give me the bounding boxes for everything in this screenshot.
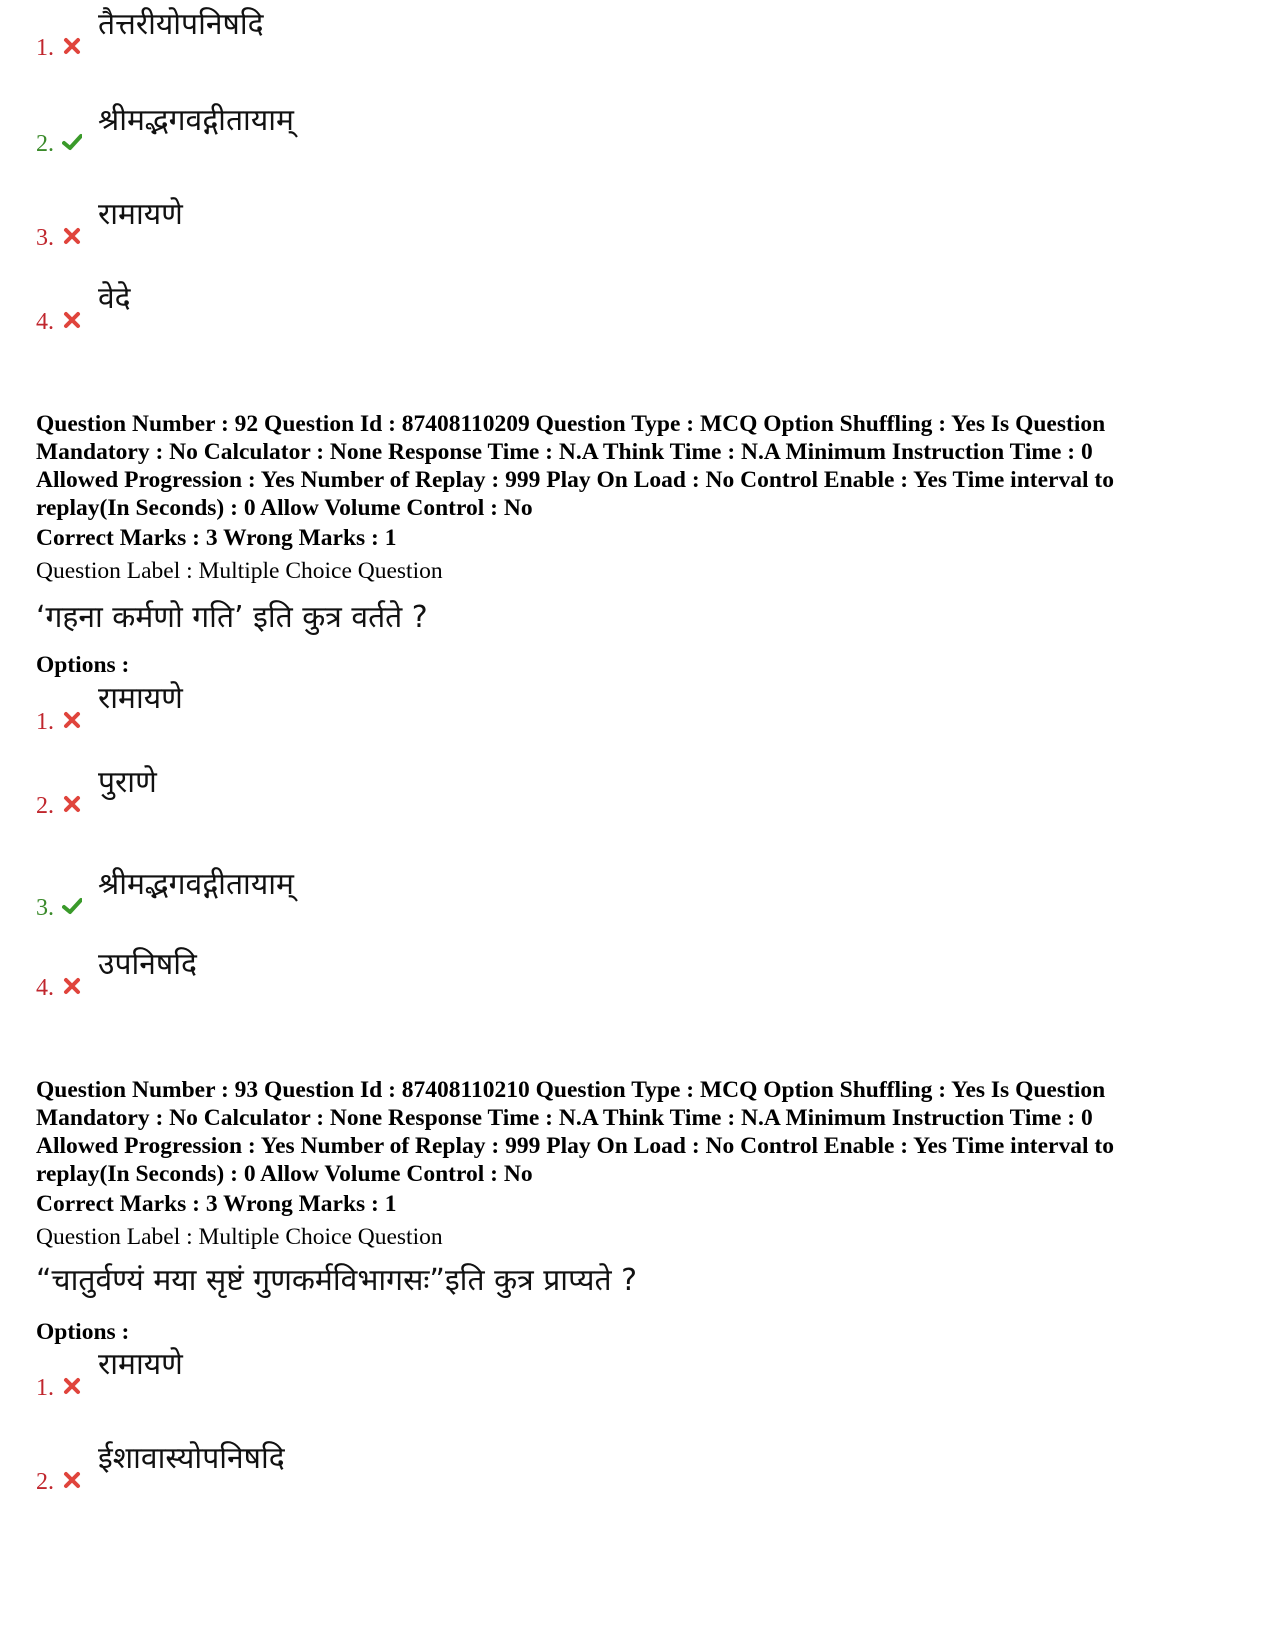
option-row [36, 674, 636, 734]
option-number: 1. [36, 709, 54, 735]
cross-icon [62, 976, 82, 996]
option-row [36, 758, 636, 818]
question-marks: Correct Marks : 3 Wrong Marks : 1 [36, 1191, 397, 1217]
option-row [36, 940, 636, 1000]
question-meta [36, 410, 1236, 522]
option-text: पुराणे [98, 765, 157, 800]
option-text: ईशावास्योपनिषदि [98, 1441, 285, 1476]
meta-line: Allowed Progression : Yes Number of Replay : 999 Play On Load : No Control Enable : Yes Time interval to [36, 1133, 1114, 1159]
cross-icon [62, 1470, 82, 1490]
cross-icon [62, 310, 82, 330]
question-marks: Correct Marks : 3 Wrong Marks : 1 [36, 525, 397, 551]
option-text: वेदे [98, 281, 131, 316]
option-text: श्रीमद्भगवद्गीतायाम् [98, 103, 294, 138]
option-number: 2. [36, 1469, 54, 1495]
option-number: 2. [36, 793, 54, 819]
meta-line: Allowed Progression : Yes Number of Replay : 999 Play On Load : No Control Enable : Yes Time interval to [36, 467, 1114, 493]
question-text: ‘गहना कर्मणो गति’ इति कुत्र वर्तते ? [36, 600, 428, 635]
option-text: रामायणे [98, 681, 183, 716]
option-row [36, 190, 636, 250]
meta-line: replay(In Seconds) : 0 Allow Volume Control : No [36, 1161, 533, 1187]
meta-line: Question Number : 93 Question Id : 87408110210 Question Type : MCQ Option Shuffling : Yes Is Question [36, 1077, 1106, 1103]
question-meta [36, 1076, 1236, 1188]
option-row [36, 96, 636, 156]
option-number: 3. [36, 225, 54, 251]
meta-line: replay(In Seconds) : 0 Allow Volume Control : No [36, 495, 533, 521]
check-icon [62, 132, 82, 152]
question-label: Question Label : Multiple Choice Question [36, 558, 443, 584]
cross-icon [62, 1376, 82, 1396]
meta-line: Mandatory : No Calculator : None Response Time : N.A Think Time : N.A Minimum Instruction Time : 0 [36, 439, 1093, 465]
option-number: 4. [36, 975, 54, 1001]
meta-line: Mandatory : No Calculator : None Response Time : N.A Think Time : N.A Minimum Instruction Time : 0 [36, 1105, 1093, 1131]
options-label: Options : [36, 652, 130, 678]
cross-icon [62, 36, 82, 56]
check-icon [62, 896, 82, 916]
option-text: तैत्तरीयोपनिषदि [98, 7, 264, 42]
option-number: 2. [36, 131, 54, 157]
option-number: 3. [36, 895, 54, 921]
option-number: 4. [36, 309, 54, 335]
cross-icon [62, 794, 82, 814]
option-text: रामायणे [98, 197, 183, 232]
question-text: “चातुर्वण्यं मया सृष्टं गुणकर्मविभागसः”इति कुत्र प्राप्यते ? [36, 1263, 638, 1298]
option-row [36, 0, 636, 60]
question-label: Question Label : Multiple Choice Question [36, 1224, 443, 1250]
option-text: उपनिषदि [98, 947, 197, 982]
options-label: Options : [36, 1319, 130, 1345]
option-number: 1. [36, 35, 54, 61]
option-row [36, 1340, 636, 1400]
meta-line: Question Number : 92 Question Id : 87408110209 Question Type : MCQ Option Shuffling : Yes Is Question [36, 411, 1106, 437]
option-text: श्रीमद्भगवद्गीतायाम् [98, 867, 294, 902]
option-text: रामायणे [98, 1347, 183, 1382]
option-row [36, 860, 636, 920]
option-row [36, 1434, 636, 1494]
option-number: 1. [36, 1375, 54, 1401]
option-row [36, 274, 636, 334]
cross-icon [62, 710, 82, 730]
cross-icon [62, 226, 82, 246]
